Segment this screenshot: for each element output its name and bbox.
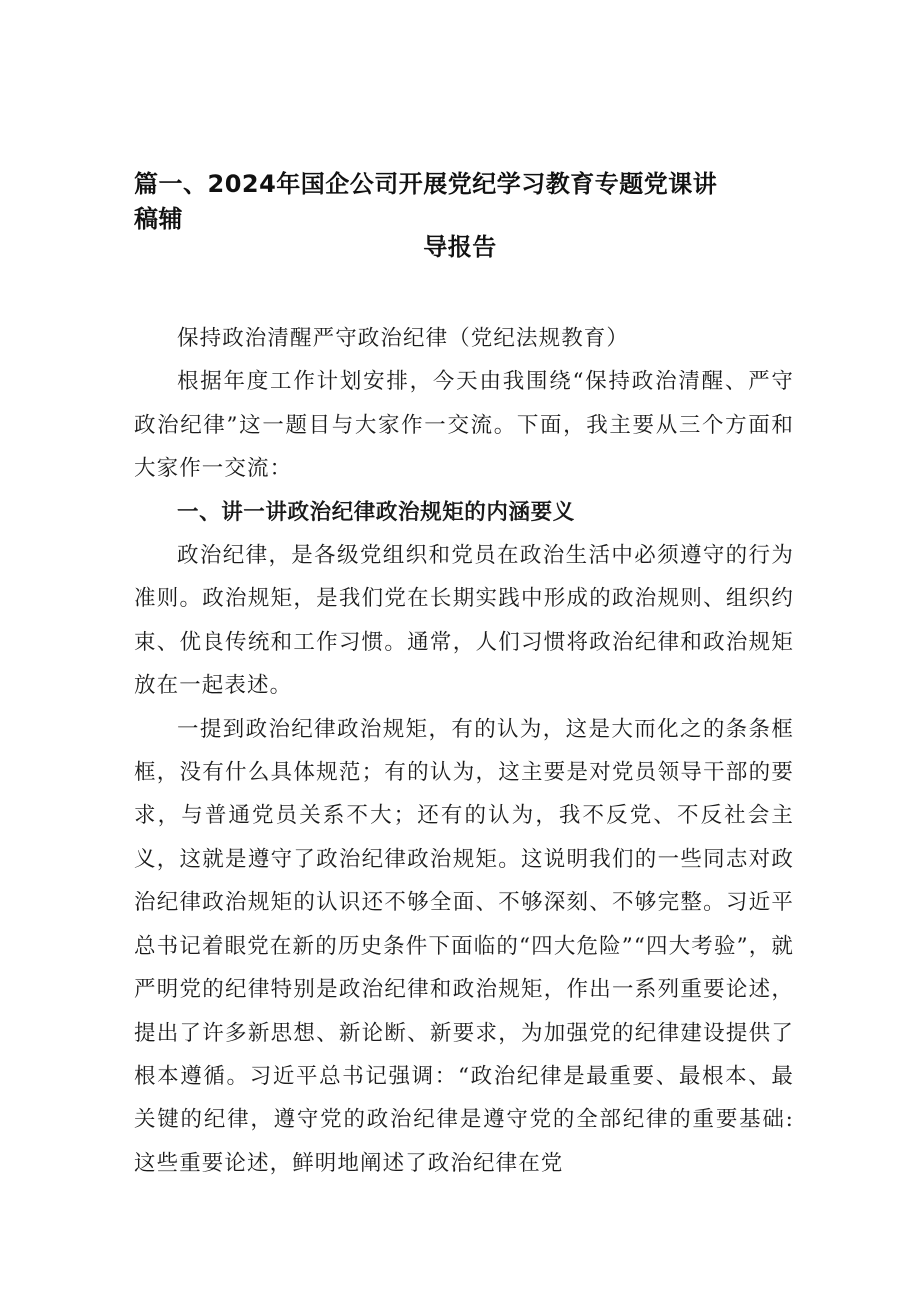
intro-paragraph: 根据年度工作计划安排，今天由我围绕“保持政治清醒、严守政治纪律”这一题目与大家作一交流。下面，我主要从三个方面和大家作一交流：: [134, 369, 794, 482]
document-title-line-1: 篇一、2024年国企公司开展党纪学习教育专题党课讲稿辅: [134, 170, 718, 233]
document-subtitle: 保持政治清醒严守政治纪律（党纪法规教育）: [177, 326, 630, 351]
document-body: [134, 317, 794, 1185]
section-heading: 一、讲一讲政治纪律政治规矩的内涵要义: [177, 499, 575, 525]
document-title-line-2: 导报告: [423, 233, 497, 261]
body-paragraph-2: 一提到政治纪律政治规矩，有的认为，这是大而化之的条条框框，没有什么具体规范；有的认为，这主要是对党员领导干部的要求，与普通党员关系不大；还有的认为，我不反党、不反社会主义，这就是遵守了政治纪律政治规矩。这说明我们的一些同志对政治纪律政治规矩的认识还不够全面、不够深刻、不够完整。习近平总书记着眼党在新的历史条件下面临的“四大危险”“四大考验”，就严明党的纪律特别是政治纪律和政治规矩，作出一系列重要论述，提出了许多新思想、新论断、新要求，为加强党的纪律建设提供了根本遵循。习近平总书记强调：“政治纪律是最重要、最根本、最关键的纪律，遵守党的政治纪律是遵守党的全部纪律的重要基础:这些重要论述，鲜明地阐述了政治纪律在党: [134, 716, 794, 1176]
body-paragraph-1: 政治纪律，是各级党组织和党员在政治生活中必须遵守的行为准则。政治规矩，是我们党在长期实践中形成的政治规则、组织约束、优良传统和工作习惯。通常，人们习惯将政治纪律和政治规矩放在一起表述。: [134, 543, 794, 699]
